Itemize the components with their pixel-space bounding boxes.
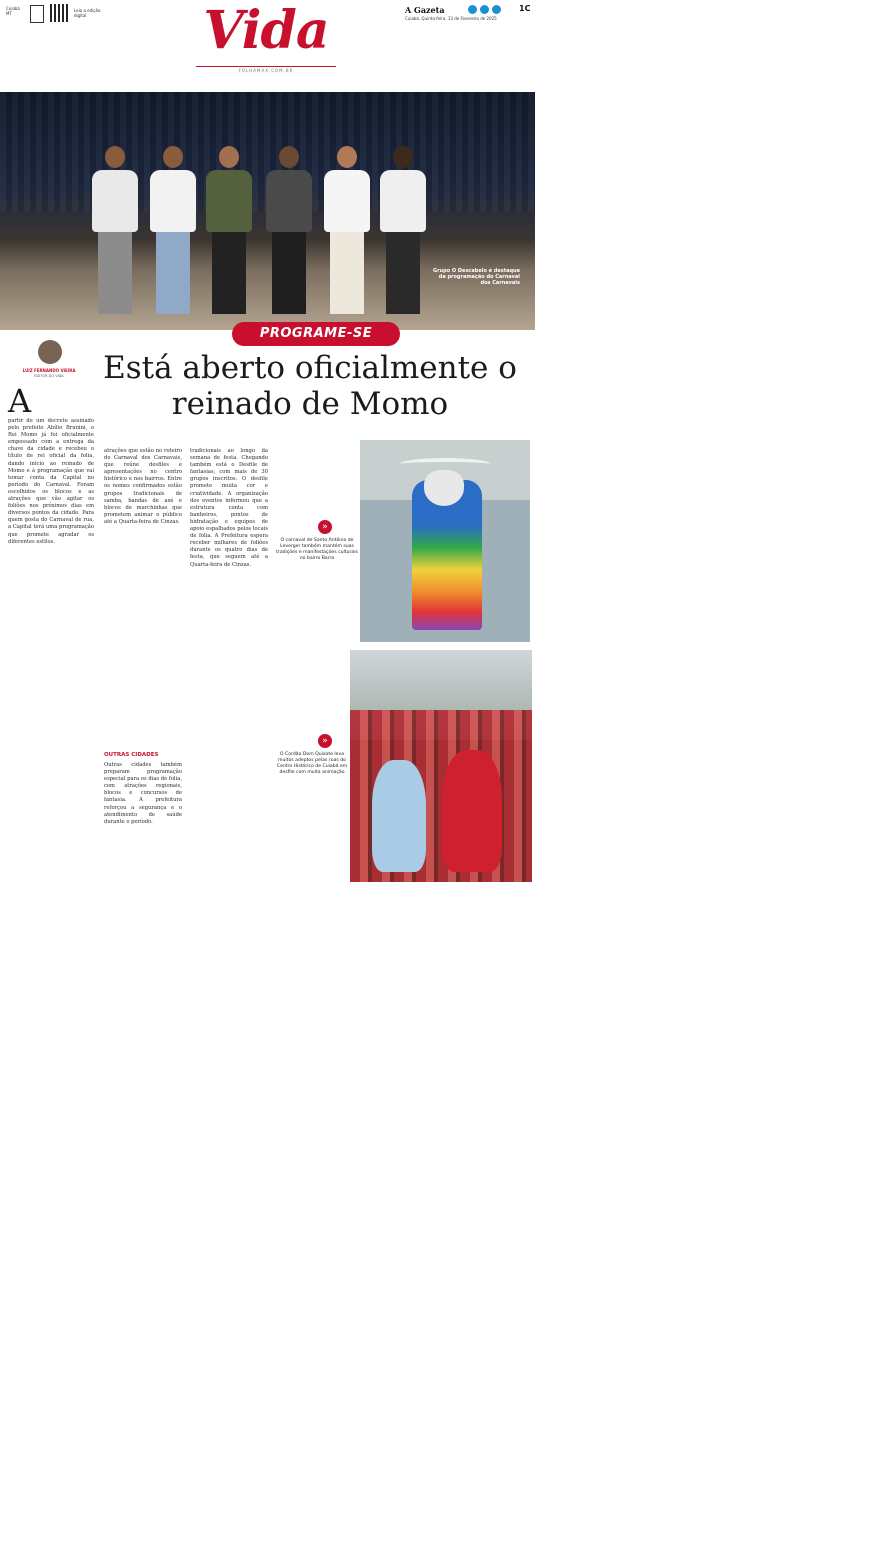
- costume-photo: [360, 440, 530, 642]
- facebook-icon[interactable]: [492, 5, 501, 14]
- main-photo: [0, 92, 535, 330]
- section-tag: PROGRAME-SE: [232, 322, 400, 346]
- dateline: Cuiabá, Quinta-feira, 13 de Fevereiro de 2025: [405, 16, 497, 21]
- page-header: [0, 0, 535, 82]
- article-column-2: atrações que estão no roteiro do Carnaval dos Carnavais, que reúne desfiles e apresentações no centro histórico e nos bairros. Entre os nomes confirmados estão grupos tradicionais de samba, bandas de axé e blocos de marchinhas que prometem animar o público até a Quarta-feira de Cinzas.: [104, 448, 182, 525]
- edition-label: Cuiabá MT: [6, 6, 20, 16]
- person-3: [206, 146, 252, 314]
- article-column-1-intro: [30, 386, 94, 418]
- article-column-2b: Outras cidades também preparam programação especial para os dias de folia, com atrações regionais, blocos e concursos de fantasia. A prefeitura reforçou a segurança e o atendimento de saúde durante o período.: [104, 762, 182, 825]
- person-5: [324, 146, 370, 314]
- author-name: LUIZ FERNANDO VIEIRA: [22, 368, 76, 373]
- parade-photo: [350, 650, 862, 1528]
- qr-code-icon[interactable]: [50, 4, 68, 22]
- person-6: [380, 146, 426, 314]
- logo-divider: [196, 66, 336, 67]
- red-dress-performer: [442, 750, 502, 872]
- subhead-outras-cidades: OUTRAS CIDADES: [104, 752, 159, 758]
- article-column-3: tradicionais ao longo da semana de festa. Chegando também está o Desfile de fantasias, com mais de 30 grupos inscritos. O desfile promete muita cor e criatividade. A organização dos eventos informou que a estrutura conta com banheiros, pontos de hidratação e equipes de apoio espalhados pelos locais de folia. A Prefeitura espera receber milhares de foliões durante os quatro dias de festa, que seguem até a Quarta-feira de Cinzas.: [190, 448, 268, 568]
- page-number: 1C: [519, 4, 531, 13]
- horns: [400, 458, 490, 470]
- section-logo: Vida: [203, 0, 329, 61]
- person-2: [150, 146, 196, 314]
- arrow-icon: »: [318, 734, 332, 748]
- site-url: FOLHAMAX.COM.BR: [238, 68, 294, 73]
- skull-mask: [424, 470, 464, 506]
- drop-cap: A: [8, 382, 32, 420]
- twitter-icon[interactable]: [480, 5, 489, 14]
- person-4: [266, 146, 312, 314]
- author-avatar: [38, 340, 62, 364]
- watermark-logo: GD: [794, 1470, 870, 1546]
- headline: Está aberto oficialmente o reinado de Momo: [103, 350, 517, 422]
- photo2-caption: O carnaval de Santo Antônio de Leverger também mantém suas tradições e manifestações culturais no bairro Barra: [276, 538, 358, 561]
- newspaper-icon: [30, 5, 44, 23]
- photo3-caption: O Cordão Dom Quixote leva muitos adeptos pelas ruas do Centro Histórico de Cuiabá em desfile com muita animação: [276, 752, 348, 775]
- author-role: EDITOR DO VIDA: [34, 374, 64, 378]
- instagram-icon[interactable]: [468, 5, 477, 14]
- arrow-icon: »: [318, 520, 332, 534]
- newspaper-brand: A Gazeta: [405, 5, 445, 15]
- person-1: [92, 146, 138, 314]
- blue-dress-performer: [372, 760, 426, 872]
- photo-caption: Grupo O Descabelo é destaque da programação do Carnaval dos Carnavais: [433, 268, 520, 286]
- digital-edition-label: Leia a edição digital: [74, 8, 101, 18]
- article-column-1: partir de um decreto assinado pelo prefeito Abílio Brunini, o Rei Momo já foi oficialmente empossado com a entrega da chave da cidade e recebeu o título de rei oficial da folia, dando início ao reinado de Momo e à programação que vai tomar conta da Capital no período do Carnaval. Foram escolhidos os blocos e as atrações que vão agitar os foliões nos próximos dias em diversos pontos da cidade. Para quem gosta do Carnaval de rua, a Capital terá uma programação que promete agradar os diferentes estilos.: [8, 418, 94, 545]
